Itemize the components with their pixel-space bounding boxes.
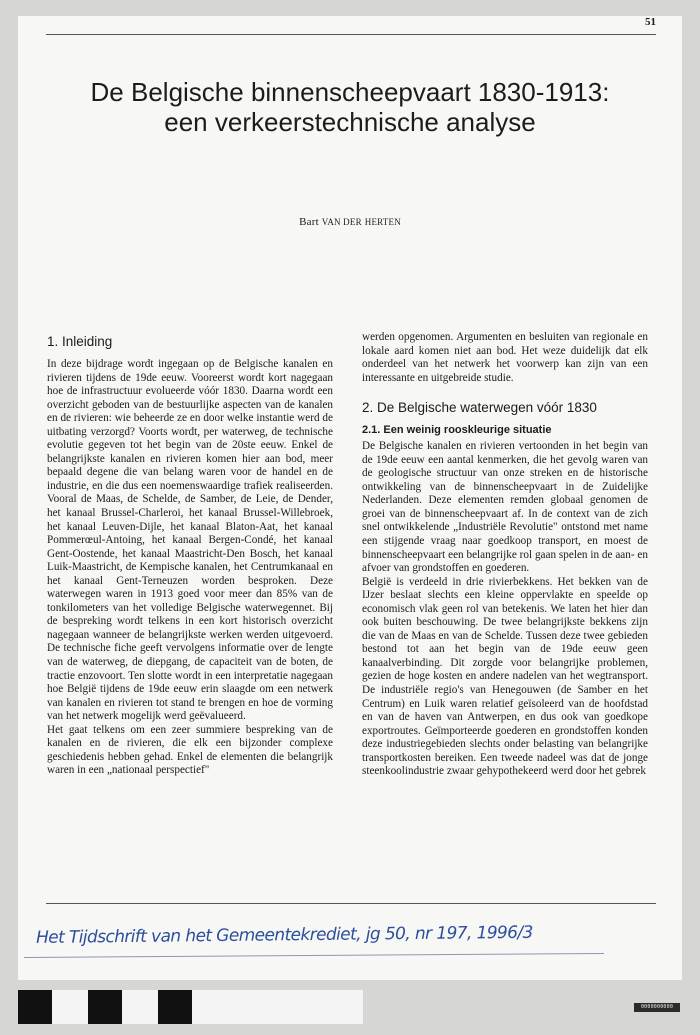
color-calibration-bars xyxy=(18,990,363,1024)
handwritten-note: Het Tijdschrift van het Gemeentekrediet, jg 50, nr 197, 1996/3 xyxy=(35,922,533,948)
right-column xyxy=(362,331,648,779)
section-heading-inleiding: 1. Inleiding xyxy=(47,334,113,349)
calibration-bar-black xyxy=(158,990,192,1024)
bottom-rule xyxy=(46,903,656,904)
paragraph: België is verdeeld in drie rivierbekkens. Het bekken van de IJzer beslaat slechts een kleine oppervlakte en speelde op economisch vlak geen rol van betekenis. We laten het hier dan ook buiten beschouwing. De twee belangrijkste bekkens zijn die van de Maas en van de Schelde. Tussen deze twee gebieden bestond tot aan het begin van de 19de eeuw geen kanaalverbinding. Dit zorgde voor belangrijke problemen, gezien de hoge kosten en andere nadelen van het wegtransport. De industriële regio's van Henegouwen (de Samber en het Centrum) en Luik waren relatief geïsoleerd van de hoofdstad en van de haven van Antwerpen, en dus ook van goedkope exportroutes. Geïmporteerde goederen en grondstoffen konden deze industriegebieden slechts onder belasting van belangrijke transportkosten bereiken. Een tweede nadeel was dat de jonge steenkoolindustrie zwaar gehypothekeerd werd door het gebrek xyxy=(362,575,648,778)
paragraph: In deze bijdrage wordt ingegaan op de Belgische kanalen en rivieren tijdens de 19de eeuw. Vooreerst wordt kort nagegaan hoe de infrastructuur evolueerde vóór 1830. Daarna wordt een overzicht geboden van de bestuurlijke aspecten van de kanalen en de rivieren: wie beheerde ze en door welke instantie werd de uitbating verzorgd? Voorts wordt, per waterweg, de technische evolutie gegeven tot het begin van de 20ste eeuw. Enkel de belangrijkste kanalen en rivieren komen hier aan bod, meer bepaald degene die van belang waren voor de handel en de industrie, en die dus een noemenswaardige trafiek realiseerden. Vooral de Maas, de Schelde, de Samber, de Leie, de Dender, het kanaal Brussel-Charleroi, het kanaal Brussel-Willebroek, het kanaal Leuven-Dijle, het kanaal Blaton-Aat, het kanaal Pommerœul-Antoing, het kanaal Bergen-Condé, het kanaal Gent-Oostende, het kanaal Maastricht-Den Bosch, het kanaal Luik-Maastricht, de Kempische kanalen, het Centrumkanaal en het kanaal Gent-Terneuzen worden besproken. Deze waterwegen waren in 1913 goed voor meer dan 85% van de tonkilometers van het volledige Belgische waterwegennet. Bij de bespreking wordt telkens in een kort historisch overzicht nagegaan wanneer de belangrijkste werken werden uitgevoerd. De technische fiche geeft vervolgens informatie over de lengte van de waterweg, de diepgang, de capaciteit van de boten, de tractie enzovoort. Ten slotte wordt in een interpretatie nagegaan hoe België tijdens de 19de eeuw erin slaagde om een netwerk van kanalen en rivieren tot stand te brengen en hoe de vorming van het netwerk mogelijk werd geëvalueerd. xyxy=(47,358,333,723)
subsection-heading: 2.1. Een weinig rooskleurige situatie xyxy=(362,424,552,437)
left-column xyxy=(47,331,333,778)
calibration-bar-black xyxy=(18,990,52,1024)
paragraph: De Belgische kanalen en rivieren vertoonden in het begin van de 19de eeuw een aantal kenmerken, die het gevolg waren van de geologische structuur van onze streken en de historische ontwikkeling van de binnenscheepvaart in de Zuidelijke Nederlanden. Deze elementen remden globaal genomen de groei van de binnenscheepvaart af. In de context van de zich snel ontwikkelende „Industriële Revolutie" ontstond met name een stijgende vraag naar goedkoop transport, en moest de binnenscheepvaart een belangrijke rol gaan spelen in de aan- en afvoer van grondstoffen en goederen. xyxy=(362,440,648,575)
section-heading-waterwegen: 2. De Belgische waterwegen vóór 1830 xyxy=(362,400,597,416)
paragraph: werden opgenomen. Argumenten en besluiten van regionale en lokale aard komen niet aan bod. Het weze duidelijk dat elk onderdeel van het netwerk het voorwerp kan zijn van een interessante en uitgebreide studie. xyxy=(362,331,648,384)
article-title xyxy=(18,77,682,137)
archive-stamp: 0000000000 xyxy=(634,1003,680,1012)
top-rule xyxy=(46,34,656,35)
author-name: Bart VAN DER HERTEN xyxy=(299,216,401,228)
title-line-2: een verkeerstechnische analyse xyxy=(164,107,536,138)
calibration-bar-white xyxy=(192,990,363,1024)
calibration-bar-black xyxy=(88,990,122,1024)
calibration-bar-white xyxy=(122,990,158,1024)
paragraph: Het gaat telkens om een zeer summiere bespreking van de kanalen en de rivieren, die elk een bijzonder complexe geschiedenis hebben gehad. Enkel de elementen die belangrijk waren in een „nationaal perspectief" xyxy=(47,723,333,777)
document-page xyxy=(18,16,682,980)
calibration-bar-white xyxy=(52,990,88,1024)
author-last-prefix: VAN DER xyxy=(321,217,362,227)
title-line-1: De Belgische binnenscheepvaart 1830-1913: xyxy=(90,77,610,108)
author-last: HERTEN xyxy=(364,217,401,227)
page-number: 51 xyxy=(645,16,656,28)
